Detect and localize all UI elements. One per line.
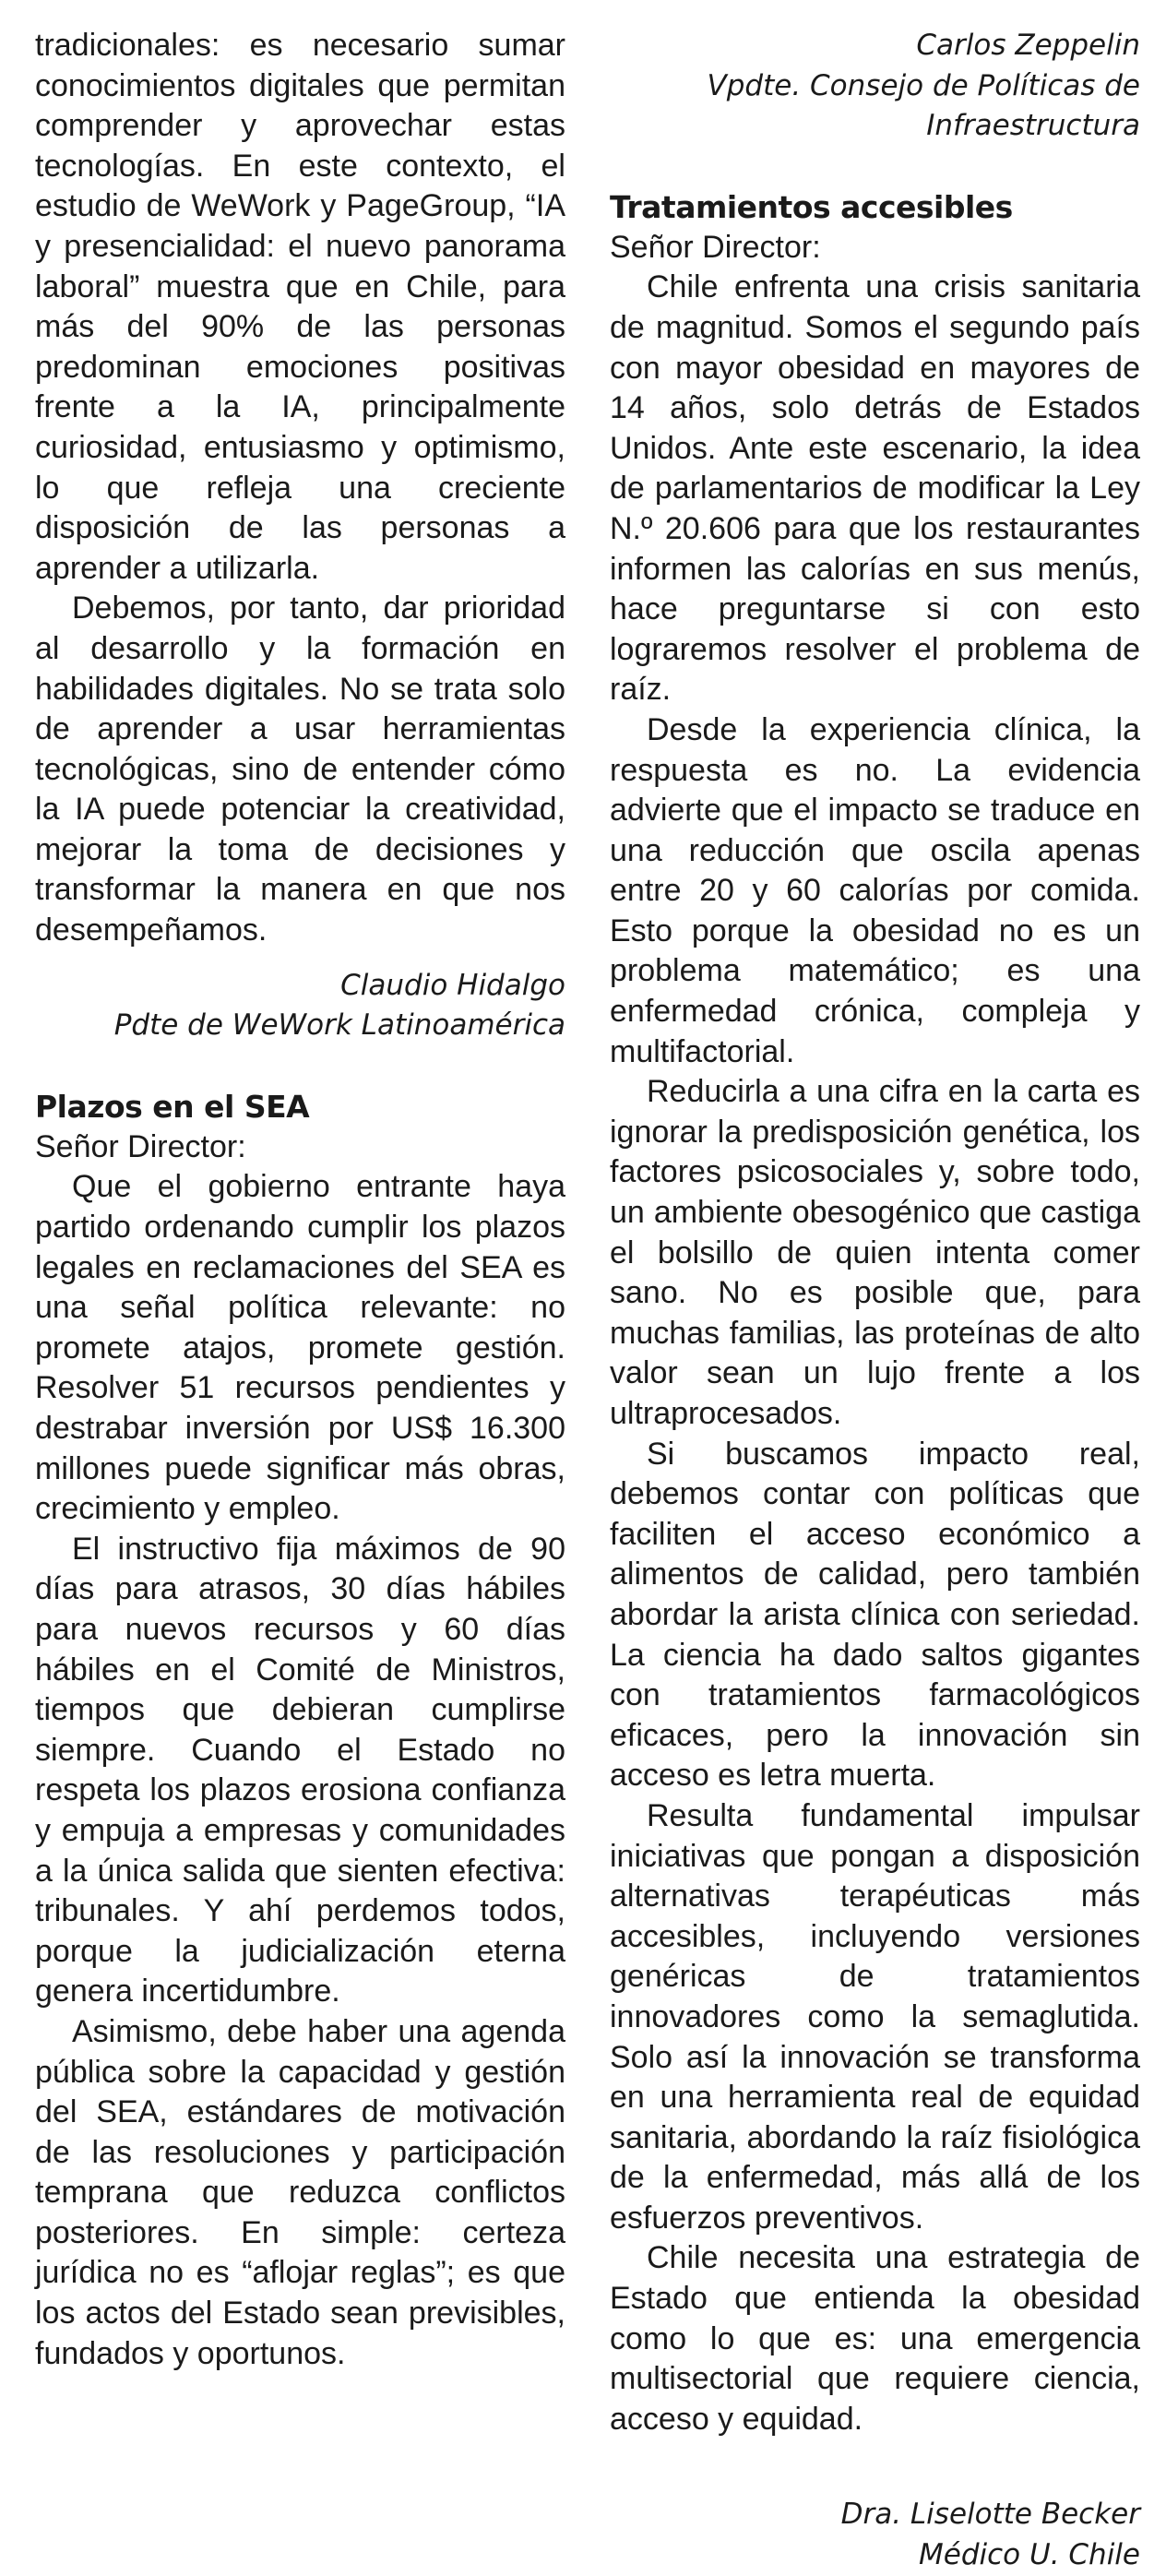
signature-title: Médico U. Chile (919, 2538, 1140, 2572)
letter-paragraph-2: El instructivo fija máximos de 90 días para atrasos, 30 días hábiles para nuevos recursos y 60 días hábiles en el Comité de Ministros, tiempos que debieran cumplirse siempre. Cuando el Estado no respeta los plazos erosiona confianza y empuja a empresas y comunidades a la única salida que sienten efectiva: tribunales. Y ahí perdemos todos, porque la judicialización eterna genera incertidumbre. (35, 1531, 565, 2010)
letter-paragraph-2: Desde la experiencia clínica, la respuesta es no. La evidencia advierte que el impacto se traduce en una reducción que oscila apenas entre 20 y 60 calorías por comida. Esto porque la obesidad no es un problema matemático; es una enfermedad crónica, compleja y multifactorial. (610, 711, 1140, 1069)
letter-paragraph-3: Asimismo, debe haber una agenda pública sobre la capacidad y gestión del SEA, estándares de motivación de las resoluciones y participación temprana que reduzca conflictos posteriores. En simple: certeza jurídica no es “aflojar reglas”; es que los actos del Estado sean previsibles, fundados y oportunos. (35, 2013, 565, 2371)
letter-paragraph-6: Chile necesita una estrategia de Estado que entienda la obesidad como lo que es: una emergencia multisectorial que requiere ciencia, acceso y equidad. (610, 2240, 1140, 2437)
letter-signature-zeppelin (610, 26, 1140, 147)
letter-paragraph-1: Chile enfrenta una crisis sanitaria de magnitud. Somos el segundo país con mayor obesidad en mayores de 14 años, solo detrás de Estados Unidos. Ante este escenario, la idea de parlamentarios de modificar la Ley N.º 20.606 para que los restaurantes informen las calorías en sus menús, hace preguntarse si con esto lograremos resolver el problema de raíz. (610, 269, 1140, 708)
letter-paragraph-1: Que el gobierno entrante haya partido ordenando cumplir los plazos legales en reclamaciones del SEA es una señal política relevante: no promete atajos, promete gestión. Resolver 51 recursos pendientes y destrabar inversión por US$ 16.300 millones puede significar más obras, crecimiento y empleo. (35, 1169, 565, 1527)
continuation-paragraph-2: Debemos, por tanto, dar prioridad al desarrollo y la formación en habilidades digitales. No se trata solo de aprender a usar herramientas tecnológicas, sino de entender cómo la IA puede potenciar la creatividad, mejorar la toma de decisiones y transformar la manera en que nos desempeñamos. (35, 590, 565, 948)
continuation-paragraph-1: tradicionales: es necesario sumar conocimientos digitales que permitan comprender y aprovechar estas tecnologías. En este contexto, el estudio de WeWork y PageGroup, “IA y presencialidad: el nuevo panorama laboral” muestra que en Chile, para más del 90% de las personas predominan emociones positivas frente a la IA, principalmente curiosidad, entusiasmo y optimismo, lo que refleja una creciente disposición de las personas a aprender a utilizarla. (35, 28, 565, 586)
signature-title-line1: Vpdte. Consejo de Políticas de (707, 68, 1140, 102)
signature-title-line2: Infraestructura (926, 109, 1140, 143)
signature-name: Dra. Liselotte Becker (840, 2498, 1140, 2532)
letter-signature-hidalgo (35, 966, 565, 1046)
signature-name: Carlos Zeppelin (916, 29, 1140, 62)
letter-signature-becker (610, 2495, 1140, 2575)
letter-headline-tratamientos: Tratamientos accesibles (610, 188, 1013, 225)
left-column (35, 26, 565, 2374)
letter-paragraph-4: Si buscamos impacto real, debemos contar con políticas que faciliten el acceso económico a alimentos de calidad, pero también abordar la arista clínica con seriedad. La ciencia ha dado saltos gigantes con tratamientos farmacológicos eficaces, pero la innovación sin acceso es letra muerta. (610, 1436, 1140, 1794)
right-column (610, 26, 1140, 2576)
letter-salutation: Señor Director: (610, 229, 821, 265)
letter-paragraph-5: Resulta fundamental impulsar iniciativas que pongan a disposición alternativas terapéuticas más accesibles, incluyendo versiones genéricas de tratamientos innovadores como la semaglutida. Solo así la innovación se transforma en una herramienta real de equidad sanitaria, abordando la raíz fisiológica de la enfermedad, más allá de los esfuerzos preventivos. (610, 1797, 1140, 2236)
signature-title: Pdte de WeWork Latinoamérica (113, 1008, 565, 1043)
signature-name: Claudio Hidalgo (340, 968, 565, 1002)
letter-paragraph-3: Reducirla a una cifra en la carta es ignorar la predisposición genética, los factores psicosociales y, sobre todo, un ambiente obesogénico que castiga el bolsillo de quien intenta comer sano. No es posible que, para muchas familias, las proteínas de alto valor sean un lujo frente a los ultraprocesados. (610, 1074, 1140, 1431)
letter-headline-sea: Plazos en el SEA (35, 1088, 310, 1125)
letter-salutation: Señor Director: (35, 1128, 246, 1164)
